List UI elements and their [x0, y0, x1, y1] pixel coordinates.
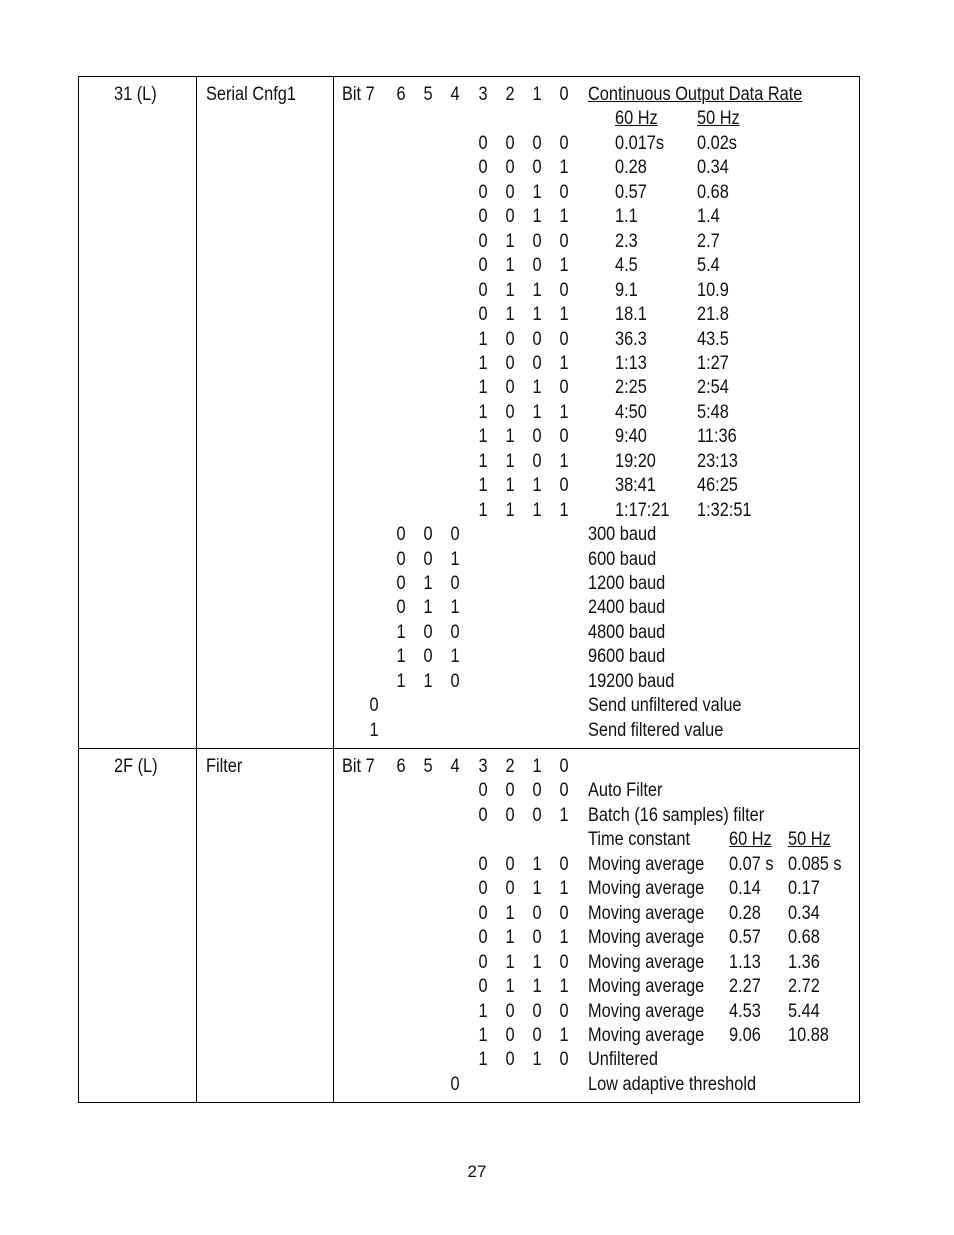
rate-value-50hz: 43.5 — [697, 328, 729, 350]
bit-header-number: 4 — [450, 756, 460, 777]
bit-value: 1 — [532, 475, 542, 497]
bit-value: 0 — [532, 157, 542, 179]
bit-value: 0 — [478, 132, 488, 154]
time-constant-60hz: 1.13 — [729, 951, 761, 973]
bit-value: 0 — [505, 878, 515, 900]
time-constant-60hz: 0.14 — [729, 878, 761, 900]
bit-value: 1 — [505, 902, 515, 924]
bit-value: 1 — [478, 1000, 488, 1022]
bit-value: 0 — [450, 573, 460, 594]
bit-value: 1 — [559, 976, 569, 998]
rate-value-50hz: 1.4 — [697, 206, 720, 228]
time-constant-60hz: 9.06 — [729, 1024, 761, 1046]
bit-value: 0 — [396, 573, 406, 594]
register-name: Serial Cnfg1 — [206, 84, 296, 105]
bit-value: 0 — [505, 132, 515, 154]
bit-value: 0 — [478, 853, 488, 875]
rate-value-60hz: 36.3 — [615, 328, 647, 350]
filter-mode-label: Moving average — [588, 878, 705, 900]
bit-value: 0 — [396, 597, 406, 619]
rate-value-50hz: 0.68 — [697, 181, 729, 203]
column-heading-50hz: 50 Hz — [788, 829, 831, 851]
filter-output-label: Send unfiltered value — [588, 695, 742, 717]
bit-value: 1 — [478, 450, 488, 472]
column-divider — [333, 77, 334, 1102]
bit-value: 1 — [450, 597, 460, 619]
bit-value: 1 — [532, 976, 542, 998]
bit-value: 1 — [396, 670, 406, 692]
baud-rate-label: 9600 baud — [588, 646, 666, 668]
bit-value: 0 — [532, 328, 542, 350]
register-table — [78, 76, 860, 1103]
bit-header-label: Bit 7 — [342, 84, 375, 105]
bit-value: 1 — [559, 499, 569, 521]
bit-value: 1 — [559, 206, 569, 228]
bit-value: 0 — [532, 1000, 542, 1022]
column-heading-50hz: 50 Hz — [697, 108, 740, 130]
bit-value: 1 — [369, 719, 379, 741]
time-constant-60hz: 2.27 — [729, 976, 761, 998]
bit-value: 0 — [478, 157, 488, 179]
bit-value: 0 — [559, 132, 569, 154]
filter-mode-label: Moving average — [588, 1000, 705, 1022]
bit-value: 1 — [505, 499, 515, 521]
bit-value: 0 — [478, 878, 488, 900]
bit-value: 0 — [505, 1049, 515, 1071]
bit-value: 0 — [505, 157, 515, 179]
bit-value: 0 — [532, 902, 542, 924]
bit-value: 1 — [505, 230, 515, 252]
bit-value: 0 — [505, 780, 515, 802]
baud-rate-label: 300 baud — [588, 524, 657, 546]
bit-value: 1 — [559, 157, 569, 179]
bit-value: 0 — [478, 230, 488, 252]
bit-value: 1 — [478, 1049, 488, 1071]
filter-mode-label: Auto Filter — [588, 780, 663, 802]
bit-value: 1 — [505, 976, 515, 998]
rate-value-50hz: 46:25 — [697, 475, 738, 497]
time-constant-50hz: 0.17 — [788, 878, 820, 900]
bit-value: 0 — [559, 853, 569, 875]
bit-value: 1 — [505, 450, 515, 472]
time-constant-60hz: 0.57 — [729, 927, 761, 949]
bit-header-number: 0 — [559, 756, 569, 777]
bit-value: 0 — [505, 1024, 515, 1046]
bit-value: 0 — [505, 401, 515, 423]
bit-value: 0 — [478, 181, 488, 203]
bit-value: 0 — [559, 181, 569, 203]
bit-value: 0 — [478, 206, 488, 228]
register-address: 31 (L) — [114, 84, 157, 105]
bit-value: 0 — [505, 181, 515, 203]
rate-value-60hz: 18.1 — [615, 304, 647, 326]
bit-value: 0 — [559, 377, 569, 399]
bit-value: 0 — [559, 328, 569, 350]
bit-value: 0 — [532, 255, 542, 277]
time-constant-50hz: 2.72 — [788, 976, 820, 998]
bit-value: 1 — [478, 377, 488, 399]
bit-value: 1 — [559, 804, 569, 826]
rate-value-50hz: 5.4 — [697, 255, 720, 277]
filter-mode-label: Unfiltered — [588, 1049, 658, 1071]
bit-value: 1 — [423, 597, 433, 619]
register-name: Filter — [206, 756, 243, 777]
bit-value: 1 — [532, 206, 542, 228]
rate-value-50hz: 21.8 — [697, 304, 729, 326]
bit-value: 1 — [559, 927, 569, 949]
bit-header-number: 6 — [396, 84, 406, 105]
rate-value-50hz: 5:48 — [697, 401, 729, 423]
bit-value: 0 — [478, 976, 488, 998]
bit-header-number: 1 — [532, 756, 542, 777]
bit-value: 0 — [478, 279, 488, 301]
time-constant-50hz: 5.44 — [788, 1000, 820, 1022]
bit-header-number: 3 — [478, 756, 488, 777]
rate-value-60hz: 38:41 — [615, 475, 656, 497]
bit-value: 1 — [478, 1024, 488, 1046]
baud-rate-label: 4800 baud — [588, 621, 666, 643]
rate-value-50hz: 1:27 — [697, 352, 729, 374]
bit-value: 0 — [505, 853, 515, 875]
bit-header-number: 2 — [505, 84, 515, 105]
bit-value: 0 — [478, 304, 488, 326]
bit-value: 0 — [450, 670, 460, 692]
bit-value: 0 — [532, 230, 542, 252]
bit-header-number: 4 — [450, 84, 460, 105]
rate-value-60hz: 0.017s — [615, 132, 665, 154]
column-heading-60hz: 60 Hz — [729, 829, 772, 851]
bit-value: 1 — [532, 499, 542, 521]
rate-value-60hz: 1.1 — [615, 206, 638, 228]
bit-value: 0 — [559, 780, 569, 802]
bit-value: 1 — [532, 401, 542, 423]
filter-mode-label: Moving average — [588, 951, 705, 973]
rate-value-60hz: 4:50 — [615, 401, 647, 423]
bit-value: 1 — [559, 450, 569, 472]
bit-header-number: 2 — [505, 756, 515, 777]
rate-value-60hz: 0.28 — [615, 157, 647, 179]
bit-value: 0 — [532, 352, 542, 374]
rate-value-50hz: 2.7 — [697, 230, 720, 252]
rate-value-50hz: 2:54 — [697, 377, 729, 399]
rate-value-60hz: 1:13 — [615, 352, 647, 374]
bit-value: 1 — [532, 181, 542, 203]
bit-value: 1 — [450, 548, 460, 570]
bit-value: 1 — [450, 646, 460, 668]
bit-value: 1 — [423, 670, 433, 692]
threshold-label: Low adaptive threshold — [588, 1073, 757, 1095]
bit-value: 0 — [532, 804, 542, 826]
time-constant-60hz: 0.28 — [729, 902, 761, 924]
rate-value-60hz: 9.1 — [615, 279, 638, 301]
bit-header-number: 5 — [423, 84, 433, 105]
rate-value-50hz: 1:32:51 — [697, 499, 752, 521]
bit-value: 0 — [450, 621, 460, 643]
bit-value: 0 — [559, 279, 569, 301]
bit-value: 0 — [396, 524, 406, 546]
bit-value: 1 — [505, 951, 515, 973]
rate-value-50hz: 10.9 — [697, 279, 729, 301]
bit-value: 1 — [559, 304, 569, 326]
rate-value-50hz: 0.02s — [697, 132, 737, 154]
rate-value-50hz: 0.34 — [697, 157, 729, 179]
filter-output-label: Send filtered value — [588, 719, 724, 741]
bit-value: 1 — [505, 255, 515, 277]
bit-value: 1 — [478, 401, 488, 423]
bit-value: 1 — [559, 1024, 569, 1046]
bit-value: 0 — [423, 646, 433, 668]
bit-value: 1 — [478, 475, 488, 497]
bit-value: 0 — [532, 1024, 542, 1046]
bit-value: 0 — [423, 548, 433, 570]
bit-value: 0 — [532, 927, 542, 949]
rate-section-title: Continuous Output Data Rate — [588, 84, 803, 105]
filter-mode-label: Moving average — [588, 976, 705, 998]
time-constant-label: Time constant — [588, 829, 691, 851]
bit-value: 1 — [559, 255, 569, 277]
bit-header-number: 5 — [423, 756, 433, 777]
baud-rate-label: 1200 baud — [588, 573, 666, 594]
bit-value: 1 — [532, 304, 542, 326]
bit-value: 0 — [478, 780, 488, 802]
baud-rate-label: 600 baud — [588, 548, 657, 570]
bit-value: 0 — [450, 1073, 460, 1095]
filter-mode-label: Moving average — [588, 902, 705, 924]
row-divider — [79, 748, 859, 749]
bit-value: 0 — [559, 902, 569, 924]
bit-value: 0 — [478, 902, 488, 924]
bit-value: 0 — [423, 524, 433, 546]
time-constant-60hz: 0.07 s — [729, 853, 774, 875]
bit-value: 0 — [532, 450, 542, 472]
bit-header-number: 0 — [559, 84, 569, 105]
register-address: 2F (L) — [114, 756, 158, 777]
filter-mode-label: Moving average — [588, 927, 705, 949]
bit-value: 1 — [559, 352, 569, 374]
bit-value: 0 — [532, 426, 542, 448]
time-constant-50hz: 0.085 s — [788, 853, 842, 875]
bit-value: 1 — [505, 475, 515, 497]
bit-value: 0 — [559, 1000, 569, 1022]
filter-mode-label: Moving average — [588, 1024, 705, 1046]
column-heading-60hz: 60 Hz — [615, 108, 658, 130]
bit-value: 1 — [505, 279, 515, 301]
bit-value: 0 — [505, 1000, 515, 1022]
bit-value: 0 — [478, 804, 488, 826]
bit-value: 0 — [478, 255, 488, 277]
baud-rate-label: 2400 baud — [588, 597, 666, 619]
bit-value: 0 — [369, 695, 379, 717]
rate-value-50hz: 11:36 — [697, 426, 737, 448]
bit-value: 0 — [396, 548, 406, 570]
rate-value-50hz: 23:13 — [697, 450, 738, 472]
time-constant-50hz: 1.36 — [788, 951, 820, 973]
bit-value: 0 — [559, 1049, 569, 1071]
time-constant-60hz: 4.53 — [729, 1000, 761, 1022]
filter-mode-label: Batch (16 samples) filter — [588, 804, 765, 826]
page-number: 27 — [467, 1162, 487, 1181]
bit-value: 0 — [505, 804, 515, 826]
bit-value: 1 — [505, 426, 515, 448]
bit-value: 0 — [559, 951, 569, 973]
bit-value: 0 — [532, 132, 542, 154]
bit-header-number: 1 — [532, 84, 542, 105]
bit-value: 1 — [532, 279, 542, 301]
bit-value: 1 — [478, 426, 488, 448]
bit-value: 1 — [532, 951, 542, 973]
bit-header-number: 3 — [478, 84, 488, 105]
time-constant-50hz: 10.88 — [788, 1024, 829, 1046]
rate-value-60hz: 9:40 — [615, 426, 647, 448]
bit-value: 0 — [505, 328, 515, 350]
bit-value: 1 — [559, 401, 569, 423]
bit-value: 0 — [450, 524, 460, 546]
column-divider — [196, 77, 197, 1102]
rate-value-60hz: 4.5 — [615, 255, 638, 277]
bit-value: 1 — [478, 352, 488, 374]
bit-value: 1 — [532, 853, 542, 875]
bit-header-number: 6 — [396, 756, 406, 777]
bit-value: 1 — [505, 927, 515, 949]
bit-value: 1 — [396, 646, 406, 668]
bit-value: 0 — [423, 621, 433, 643]
rate-value-60hz: 0.57 — [615, 181, 647, 203]
bit-value: 1 — [478, 499, 488, 521]
bit-value: 0 — [478, 951, 488, 973]
bit-value: 0 — [505, 352, 515, 374]
rate-value-60hz: 19:20 — [615, 450, 656, 472]
bit-value: 0 — [559, 475, 569, 497]
bit-value: 1 — [423, 573, 433, 594]
bit-value: 0 — [505, 377, 515, 399]
bit-value: 0 — [478, 927, 488, 949]
bit-value: 1 — [532, 377, 542, 399]
rate-value-60hz: 1:17:21 — [615, 499, 670, 521]
bit-value: 0 — [559, 230, 569, 252]
time-constant-50hz: 0.68 — [788, 927, 820, 949]
bit-value: 1 — [505, 304, 515, 326]
bit-value: 1 — [532, 1049, 542, 1071]
bit-value: 0 — [532, 780, 542, 802]
rate-value-60hz: 2.3 — [615, 230, 638, 252]
rate-value-60hz: 2:25 — [615, 377, 647, 399]
filter-mode-label: Moving average — [588, 853, 705, 875]
bit-value: 0 — [559, 426, 569, 448]
bit-value: 1 — [559, 878, 569, 900]
time-constant-50hz: 0.34 — [788, 902, 820, 924]
bit-value: 1 — [478, 328, 488, 350]
baud-rate-label: 19200 baud — [588, 670, 675, 692]
bit-value: 1 — [396, 621, 406, 643]
bit-header-label: Bit 7 — [342, 756, 375, 777]
bit-value: 1 — [532, 878, 542, 900]
bit-value: 0 — [505, 206, 515, 228]
